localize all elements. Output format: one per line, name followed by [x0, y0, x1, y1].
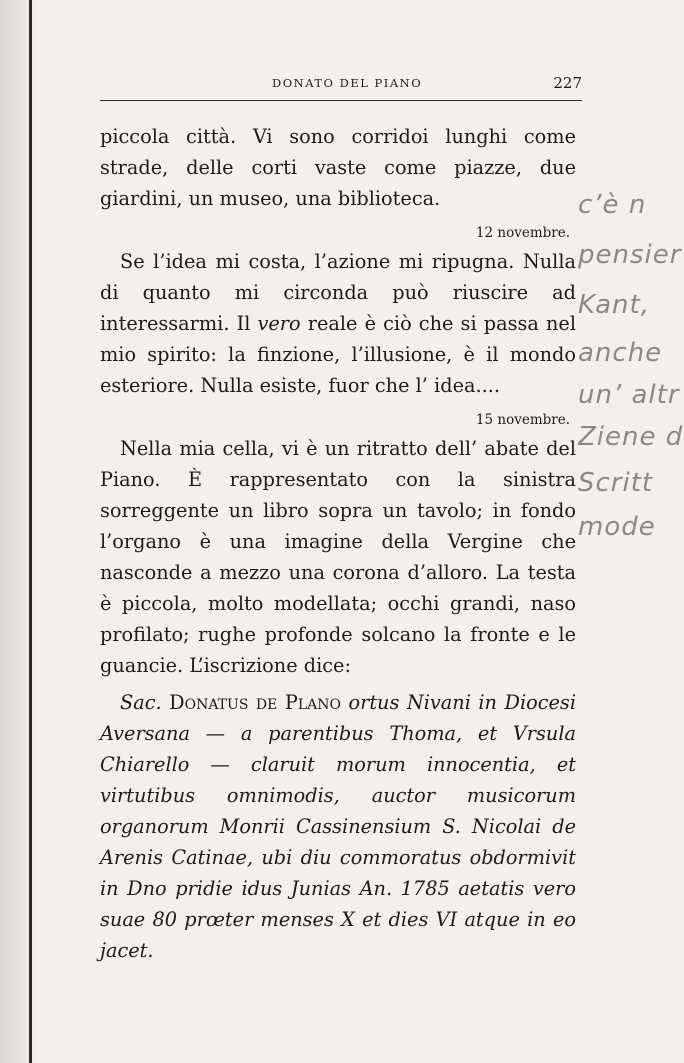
inscription-text: ortus Nivani in Diocesi Aversana — a parentibus Thoma, et Vrsula Chiarello — claruit morum innocentia, et virtutibus omnimodis, auctor musicorum organorum Monrii Cassinensium S. Nicolai de Arenis Catinae, ubi diu commoratus obdormivit in Dno pridie idus Junias An. 1785 aetatis vero suae 80 prœter menses X et dies VI atque in eo jacet. [100, 691, 576, 962]
margin-note-6: Ziene d [578, 422, 684, 452]
latin-inscription [100, 687, 576, 966]
gutter-line [29, 0, 32, 1063]
paragraph-3: Nella mia cella, vi è un ritratto dell’ abate del Piano. È rappresentato con la sinistra sorreggente un libro sopra un tavolo; in fondo l’organo è una imagine della Vergine che nasconde a mezzo una corona d’alloro. La testa è piccola, molto modellata; occhi grandi, naso profilato; rughe profonde solcano la fronte e le guancie. L’iscrizione dice: [100, 437, 576, 677]
margin-note-1: c’è n [578, 190, 647, 220]
margin-note-8: mode [578, 512, 656, 542]
page-content [100, 70, 582, 966]
book-spine-shadow [0, 0, 38, 1063]
paragraph-2-emphasis: vero [257, 312, 301, 335]
paragraph-2-part-2: reale è ciò che si passa nel mio spirito: la finzione, l’illusione, è il mondo esteriore. Nulla esiste, fuor che l’ idea.... [100, 312, 576, 397]
inscription-lead: Sac. [120, 691, 162, 714]
margin-note-3: Kant, [578, 290, 650, 320]
running-header [100, 70, 582, 101]
margin-note-4: anche [578, 338, 663, 368]
margin-note-2: pensier [578, 240, 682, 270]
diary-date-2: 15 novembre. [475, 412, 570, 428]
inscription-name: Donatus de Plano [169, 691, 341, 714]
handwritten-margin-notes [578, 190, 684, 560]
margin-note-5: un’ altr [578, 380, 680, 410]
paragraph-2 [100, 246, 576, 401]
paragraph-2-part-1: Se l’idea mi costa, l’azione mi ripugna. Nulla di quanto mi circonda può riuscire ad interessarmi. Il [100, 250, 576, 335]
diary-date-1: 12 novembre. [475, 225, 570, 241]
paragraph-1: piccola città. Vi sono corridoi lunghi come strade, delle corti vaste come piazze, due giardini, un museo, una biblioteca. [100, 125, 576, 210]
page-number: 227 [553, 74, 582, 92]
running-title: DONATO DEL PIANO [272, 76, 423, 90]
margin-note-7: Scritt [578, 468, 654, 498]
